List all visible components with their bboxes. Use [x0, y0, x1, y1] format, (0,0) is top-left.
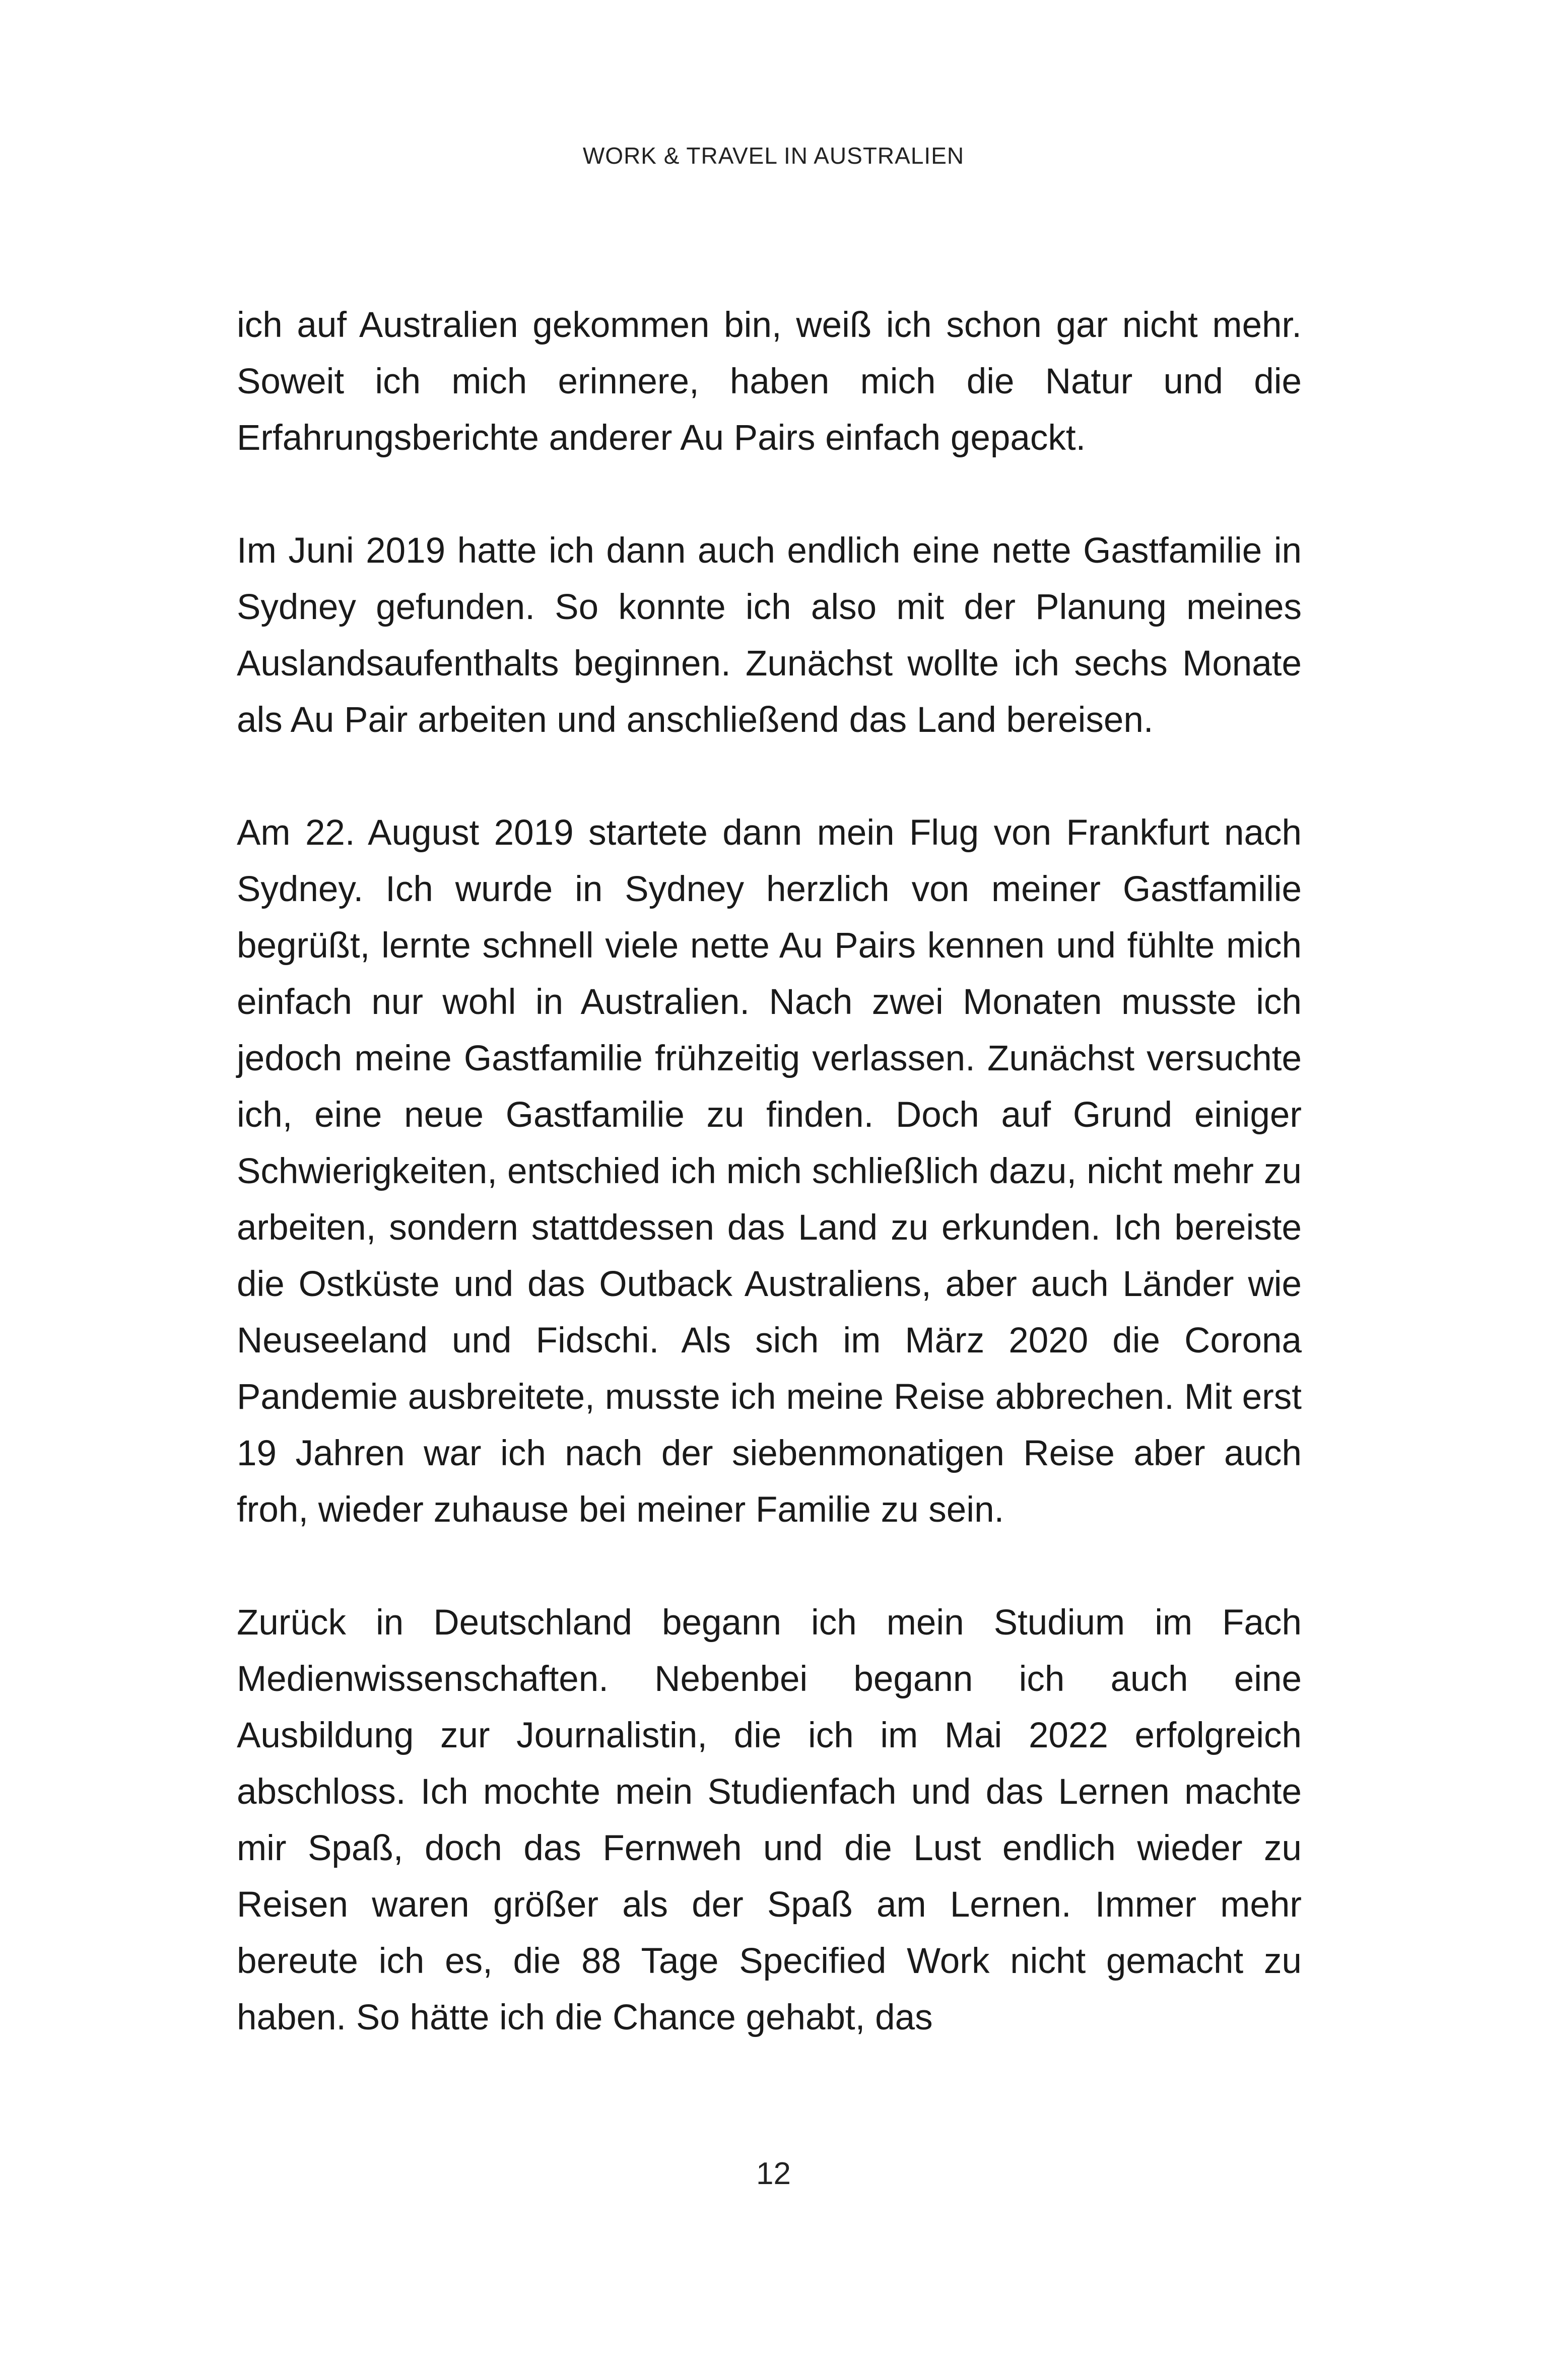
paragraph-2: Im Juni 2019 hatte ich dann auch endlich eine nette Gastfamilie in Sydney gefunden. So konnte ich also mit der Planung meines Auslandsaufenthalts beginnen. Zunächst wollte ich sechs Monate als Au Pair arbeiten und anschließend das Land bereisen. [237, 531, 1302, 740]
paragraph-1: ich auf Australien gekommen bin, weiß ich schon gar nicht mehr. Soweit ich mich erinnere, haben mich die Natur und die Erfahrungsberichte anderer Au Pairs einfach gepackt. [237, 305, 1302, 458]
paragraph-4: Zurück in Deutschland begann ich mein Studium im Fach Medienwissenschaften. Nebenbei begann ich auch eine Ausbildung zur Journalistin, die ich im Mai 2022 erfolgreich abschloss. Ich mochte mein Studienfach und das Lernen machte mir Spaß, doch das Fernweh und die Lust endlich wieder zu Reisen waren größer als der Spaß am Lernen. Immer mehr bereute ich es, die 88 Tage Specified Work nicht gemacht zu haben. So hätte ich die Chance gehabt, das [237, 1603, 1302, 2037]
paragraph-3: Am 22. August 2019 startete dann mein Flug von Frankfurt nach Sydney. Ich wurde in Sydney herzlich von meiner Gastfamilie begrüßt, lernte schnell viele nette Au Pairs kennen und fühlte mich einfach nur wohl in Australien. Nach zwei Monaten musste ich jedoch meine Gastfamilie frühzeitig verlassen. Zunächst versuchte ich, eine neue Gastfamilie zu finden. Doch auf Grund einiger Schwierigkeiten, entschied ich mich schließlich dazu, nicht mehr zu arbeiten, sondern stattdessen das Land zu erkunden. Ich bereiste die Ostküste und das Outback Australiens, aber auch Länder wie Neuseeland und Fidschi. Als sich im März 2020 die Corona Pandemie ausbreitete, musste ich meine Reise abbrechen. Mit erst 19 Jahren war ich nach der siebenmonatigen Reise aber auch froh, wieder zuhause bei meiner Familie zu sein. [237, 813, 1302, 1530]
running-header: WORK & TRAVEL IN AUSTRALIEN [582, 143, 965, 169]
body-text [237, 297, 1302, 2046]
page-number: 12 [756, 2156, 791, 2191]
